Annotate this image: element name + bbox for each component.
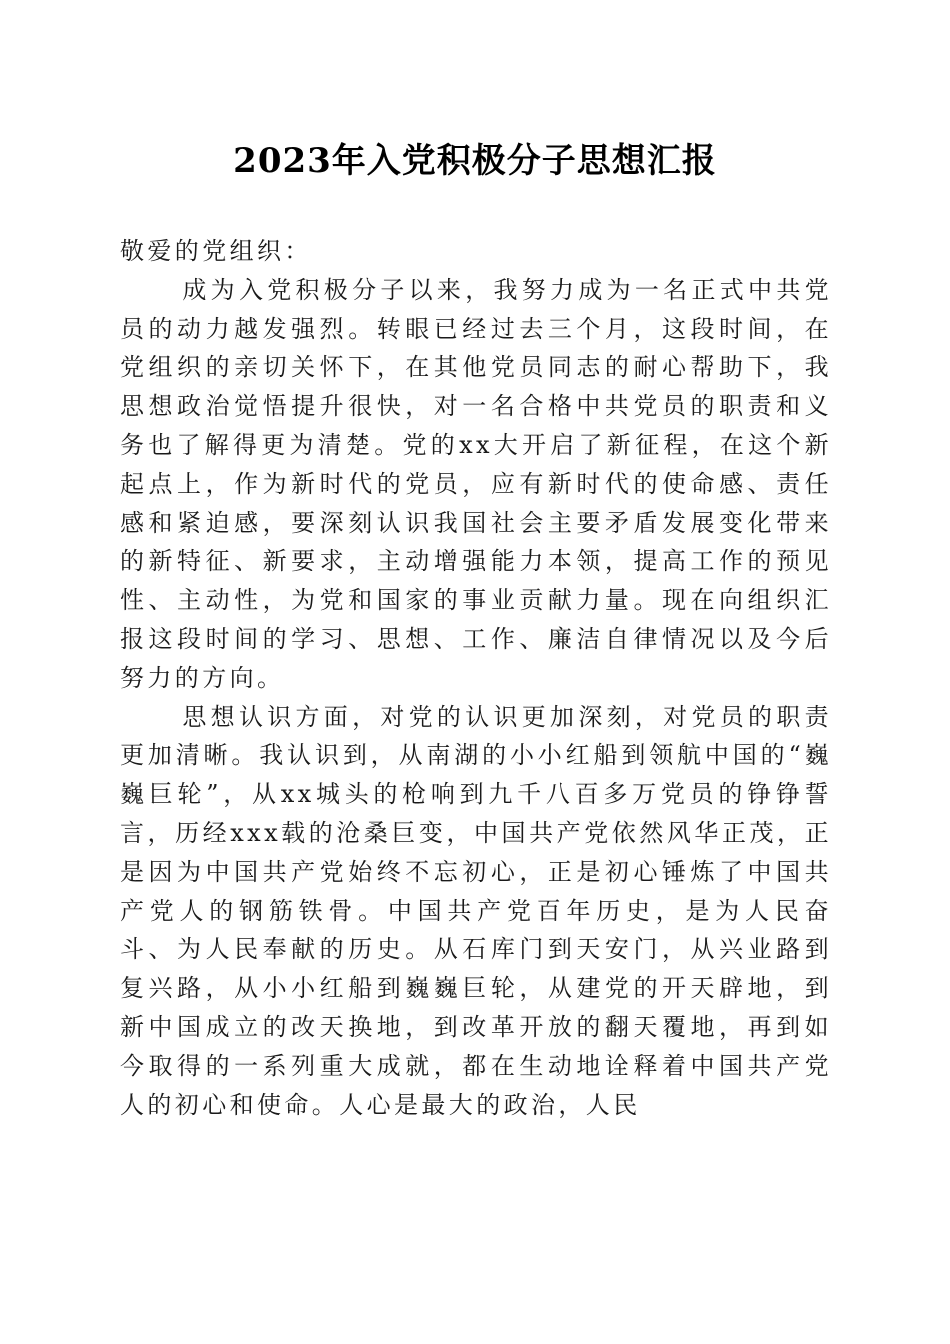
paragraph-1: 成为入党积极分子以来，我努力成为一名正式中共党员的动力越发强烈。转眼已经过去三个月，这段时间，在党组织的亲切关怀下，在其他党员同志的耐心帮助下，我思想政治觉悟提升很快，对一名合格中共党员的职责和义务也了解得更为清楚。党的xx大开启了新征程，在这个新起点上，作为新时代的党员，应有新时代的使命感、责任感和紧迫感，要深刻认识我国社会主要矛盾发展变化带来的新特征、新要求，主动增强能力本领，提高工作的预见性、主动性，为党和国家的事业贡献力量。现在向组织汇报这段时间的学习、思想、工作、廉洁自律情况以及今后努力的方向。 (120, 275, 832, 692)
document-body (120, 232, 832, 1124)
paragraph-2: 思想认识方面，对党的认识更加深刻，对党员的职责更加清晰。我认识到，从南湖的小小红船到领航中国的“巍巍巨轮”，从xx城头的枪响到九千八百多万党员的铮铮誓言，历经xxx载的沧桑巨变，中国共产党依然风华正茂，正是因为中国共产党始终不忘初心，正是初心锤炼了中国共产党人的钢筋铁骨。中国共产党百年历史，是为人民奋斗、为人民奉献的历史。从石库门到天安门，从兴业路到复兴路，从小小红船到巍巍巨轮，从建党的开天辟地，到新中国成立的改天换地，到改革开放的翻天覆地，再到如今取得的一系列重大成就，都在生动地诠释着中国共产党人的初心和使命。人心是最大的政治，人民 (120, 702, 832, 1119)
salutation: 敬爱的党组织： (120, 237, 312, 265)
document-title: 2023年入党积极分子思想汇报 (233, 141, 717, 181)
